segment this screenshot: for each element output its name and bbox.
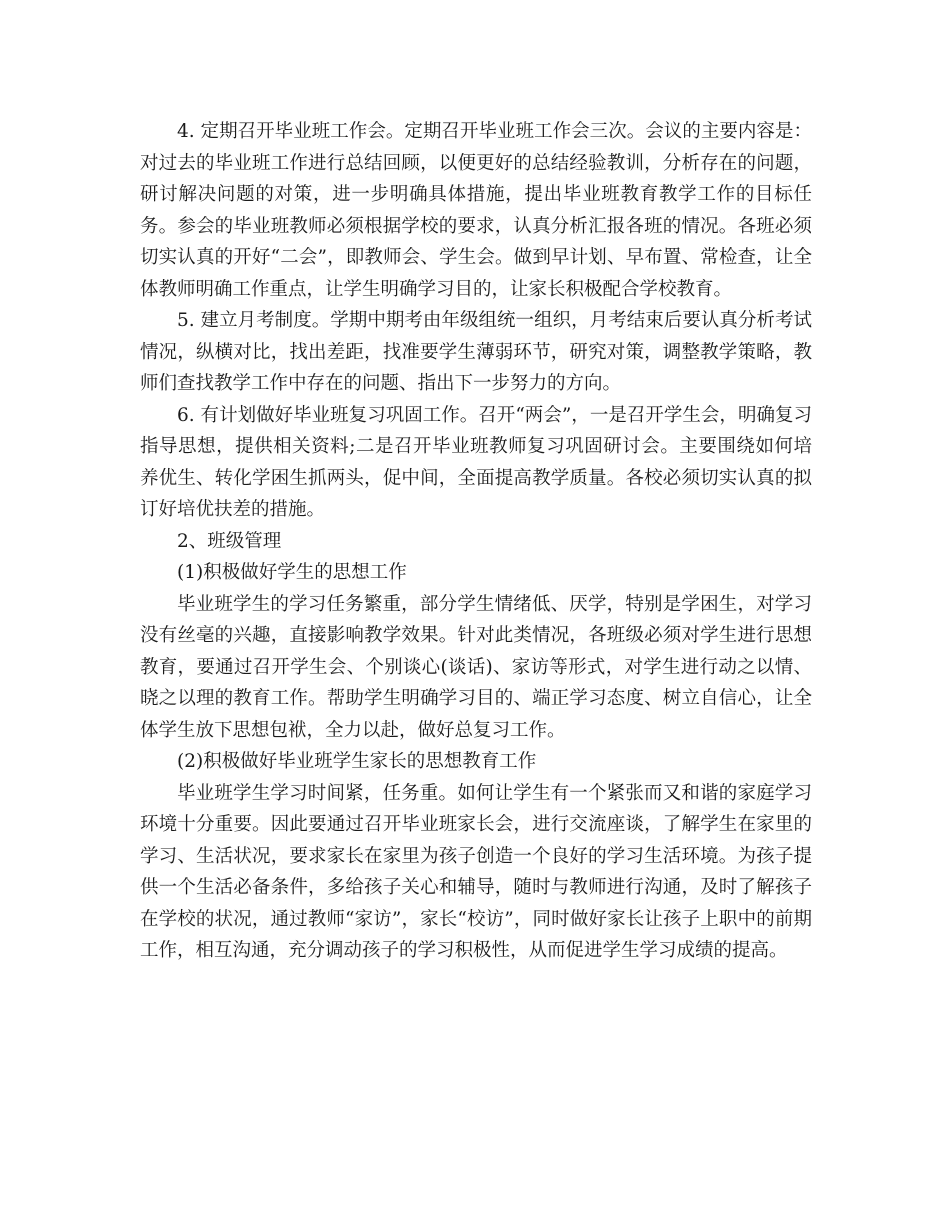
paragraph-item-6: 6. 有计划做好毕业班复习巩固工作。召开“两会”，一是召开学生会，明确复习指导思想，提供相关资料;二是召开毕业班教师复习巩固研讨会。主要围绕如何培养优生、转化学困生抓两头，促中间，全面提高教学质量。各校必须切实认真的拟订好培优扶差的措施。 [140,404,812,520]
paragraph-item-4: 4. 定期召开毕业班工作会。定期召开毕业班工作会三次。会议的主要内容是：对过去的毕业班工作进行总结回顾，以便更好的总结经验教训，分析存在的问题，研讨解决问题的对策，进一步明确具体措施，提出毕业班教育教学工作的目标任务。参会的毕业班教师必须根据学校的要求，认真分析汇报各班的情况。各班必须切实认真的开好“二会”，即教师会、学生会。做到早计划、早布置、常检查，让全体教师明确工作重点，让学生明确学习目的，让家长积极配合学校教育。 [140,121,812,300]
paragraph-parent-education-work: 毕业班学生学习时间紧，任务重。如何让学生有一个紧张而又和谐的家庭学习环境十分重要。因此要通过召开毕业班家长会，进行交流座谈，了解学生在家里的学习、生活状况，要求家长在家里为孩子创造一个良好的学习生活环境。为孩子提供一个生活必备条件，多给孩子关心和辅导，随时与教师进行沟通，及时了解孩子在学校的状况，通过教师“家访”，家长“校访”，同时做好家长让孩子上职中的前期工作，相互沟通，充分调动孩子的学习积极性，从而促进学生学习成绩的提高。 [140,782,812,961]
subheading-student-thought-work: (1)积极做好学生的思想工作 [177,562,407,583]
section-heading-class-management: 2、班级管理 [177,530,282,552]
subheading-parent-education-work: (2)积极做好毕业班学生家长的思想教育工作 [177,751,537,772]
paragraph-item-5: 5. 建立月考制度。学期中期考由年级组统一组织，月考结束后要认真分析考试情况，纵横对比，找出差距，找准要学生薄弱环节，研究对策，调整教学策略，教师们查找教学工作中存在的问题、指出下一步努力的方向。 [140,310,812,394]
document-body [140,116,812,967]
paragraph-student-thought-work: 毕业班学生的学习任务繁重，部分学生情绪低、厌学，特别是学困生，对学习没有丝毫的兴趣，直接影响教学效果。针对此类情况，各班级必须对学生进行思想教育，要通过召开学生会、个别谈心(谈话)、家访等形式，对学生进行动之以情、晓之以理的教育工作。帮助学生明确学习目的、端正学习态度、树立自信心，让全体学生放下思想包袱，全力以赴，做好总复习工作。 [140,593,812,741]
